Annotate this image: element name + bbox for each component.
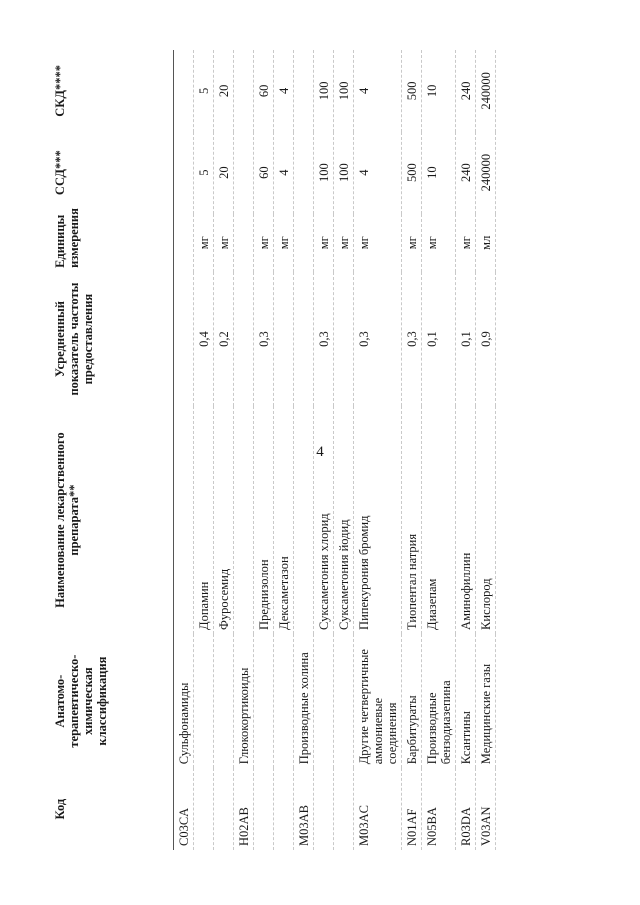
cell-skd: 100: [314, 50, 334, 132]
cell-atc: Ксантины: [456, 634, 476, 768]
cell-freq: 0,3: [354, 272, 402, 406]
header-row: [50, 50, 174, 850]
cell-atc: Медицинские газы: [476, 634, 496, 768]
cell-code: N05BA: [422, 768, 456, 850]
cell-name: Аминофиллин: [456, 406, 476, 634]
cell-code: [274, 768, 294, 850]
cell-freq: [334, 272, 354, 406]
table-row: [402, 50, 422, 850]
cell-unit: [234, 214, 254, 272]
cell-skd: 240: [456, 50, 476, 132]
cell-ssd: 20: [214, 132, 234, 214]
cell-ssd: 100: [334, 132, 354, 214]
cell-name: Тиопентал натрия: [402, 406, 422, 634]
cell-freq: 0,2: [214, 272, 234, 406]
table-row: [476, 50, 496, 850]
cell-unit: мг: [334, 214, 354, 272]
cell-skd: [294, 50, 314, 132]
cell-ssd: 100: [314, 132, 334, 214]
table-row: [422, 50, 456, 850]
header-code: Код: [50, 768, 174, 850]
cell-code: M03AC: [354, 768, 402, 850]
table-row: [456, 50, 476, 850]
cell-freq: [234, 272, 254, 406]
cell-skd: 20: [214, 50, 234, 132]
cell-freq: 0,3: [254, 272, 274, 406]
cell-name: Преднизолон: [254, 406, 274, 634]
cell-ssd: 240000: [476, 132, 496, 214]
cell-ssd: [294, 132, 314, 214]
cell-name: [294, 406, 314, 634]
cell-skd: 100: [334, 50, 354, 132]
cell-skd: 240000: [476, 50, 496, 132]
cell-atc: [334, 634, 354, 768]
cell-unit: мг: [402, 214, 422, 272]
header-skd: СКД****: [50, 50, 174, 132]
table-row: [334, 50, 354, 850]
table-row: [314, 50, 334, 850]
table-row: [194, 50, 214, 850]
cell-name: Кислород: [476, 406, 496, 634]
cell-skd: [174, 50, 194, 132]
cell-ssd: 4: [274, 132, 294, 214]
cell-ssd: 5: [194, 132, 214, 214]
cell-name: Дексаметазон: [274, 406, 294, 634]
cell-name: [174, 406, 194, 634]
cell-atc: Сульфонамиды: [174, 634, 194, 768]
cell-ssd: [234, 132, 254, 214]
cell-code: [254, 768, 274, 850]
cell-atc: [214, 634, 234, 768]
cell-name: Суксаметония хлорид: [314, 406, 334, 634]
cell-ssd: 240: [456, 132, 476, 214]
cell-unit: мг: [214, 214, 234, 272]
cell-unit: мг: [456, 214, 476, 272]
cell-ssd: [174, 132, 194, 214]
cell-freq: 0,9: [476, 272, 496, 406]
cell-unit: мл: [476, 214, 496, 272]
cell-code: [314, 768, 334, 850]
cell-code: N01AF: [402, 768, 422, 850]
cell-name: [234, 406, 254, 634]
cell-freq: [174, 272, 194, 406]
header-unit: Единицы измерения: [50, 214, 174, 272]
cell-unit: [174, 214, 194, 272]
cell-freq: 0,3: [402, 272, 422, 406]
cell-unit: мг: [194, 214, 214, 272]
cell-code: [194, 768, 214, 850]
cell-name: Диазепам: [422, 406, 456, 634]
cell-code: [214, 768, 234, 850]
cell-skd: [234, 50, 254, 132]
table-row: [234, 50, 254, 850]
cell-skd: 500: [402, 50, 422, 132]
cell-code: V03AN: [476, 768, 496, 850]
cell-skd: 10: [422, 50, 456, 132]
table-row: [274, 50, 294, 850]
header-atc: Анатомо-терапевтическо-химическая классификация: [50, 634, 174, 768]
table-row: [294, 50, 314, 850]
cell-name: Пипекурония бромид: [354, 406, 402, 634]
cell-freq: 0,1: [422, 272, 456, 406]
cell-code: R03DA: [456, 768, 476, 850]
cell-ssd: 500: [402, 132, 422, 214]
cell-skd: 4: [354, 50, 402, 132]
cell-freq: [294, 272, 314, 406]
drug-table: [50, 50, 496, 850]
cell-atc: Производные холина: [294, 634, 314, 768]
cell-atc: [194, 634, 214, 768]
table-row: [254, 50, 274, 850]
header-freq: Усредненный показатель частоты предоставления: [50, 272, 174, 406]
cell-code: [334, 768, 354, 850]
cell-atc: Барбитураты: [402, 634, 422, 768]
cell-name: Допамин: [194, 406, 214, 634]
cell-atc: [274, 634, 294, 768]
cell-freq: [274, 272, 294, 406]
cell-unit: [294, 214, 314, 272]
cell-ssd: 4: [354, 132, 402, 214]
cell-skd: 5: [194, 50, 214, 132]
cell-skd: 4: [274, 50, 294, 132]
cell-freq: 0,1: [456, 272, 476, 406]
cell-atc: Производные бензодиазепина: [422, 634, 456, 768]
cell-atc: Другие четвертичные аммониевые соединения: [354, 634, 402, 768]
cell-freq: 0,4: [194, 272, 214, 406]
table-body: [174, 50, 496, 850]
cell-code: C03CA: [174, 768, 194, 850]
cell-unit: мг: [254, 214, 274, 272]
header-ssd: ССД***: [50, 132, 174, 214]
cell-freq: 0,3: [314, 272, 334, 406]
cell-atc: [314, 634, 334, 768]
page-number: 4: [316, 444, 324, 460]
cell-unit: мг: [314, 214, 334, 272]
cell-ssd: 60: [254, 132, 274, 214]
cell-name: Фуросемид: [214, 406, 234, 634]
cell-skd: 60: [254, 50, 274, 132]
rotated-table-frame: [50, 50, 610, 850]
table-row: [214, 50, 234, 850]
cell-atc: Глюкокортикоиды: [234, 634, 254, 768]
cell-code: H02AB: [234, 768, 254, 850]
table-row: [174, 50, 194, 850]
table-row: [354, 50, 402, 850]
cell-code: M03AB: [294, 768, 314, 850]
header-name: Наименование лекарственного препарата**: [50, 406, 174, 634]
cell-ssd: 10: [422, 132, 456, 214]
cell-unit: мг: [274, 214, 294, 272]
cell-unit: мг: [422, 214, 456, 272]
cell-atc: [254, 634, 274, 768]
cell-name: Суксаметония йодид: [334, 406, 354, 634]
cell-unit: мг: [354, 214, 402, 272]
